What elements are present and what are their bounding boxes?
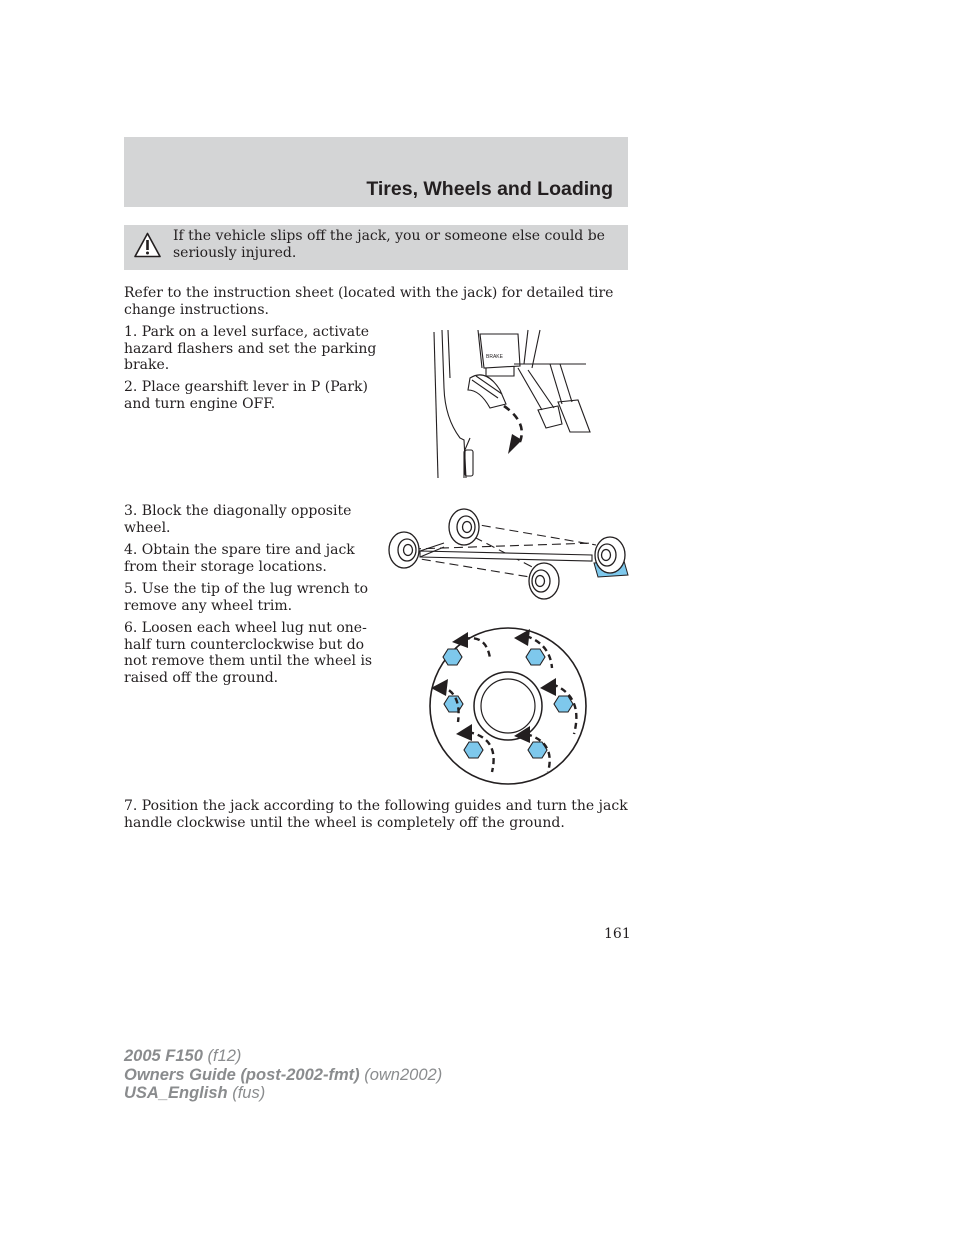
- footer-line-2: [124, 1066, 442, 1085]
- intro-paragraph: Refer to the instruction sheet (located with the jack) for detailed tire change instructions.: [124, 285, 614, 318]
- section-title: Tires, Wheels and Loading: [366, 178, 613, 200]
- footer-guide-code: (own2002): [364, 1065, 443, 1084]
- footer-model-code: (f12): [207, 1047, 242, 1065]
- step-1: 1. Park on a level surface, activate hazard flashers and set the parking brake.: [124, 324, 377, 373]
- step-5: 5. Use the tip of the lug wrench to remove any wheel trim.: [124, 581, 369, 614]
- step-7: 7. Position the jack according to the following guides and turn the jack handle clockwise until the wheel is completely off the ground.: [124, 798, 628, 831]
- arrow-down-icon: [508, 434, 522, 454]
- footer: [124, 1047, 442, 1103]
- gearshift-illustration: [430, 328, 592, 484]
- step-3: 3. Block the diagonally opposite wheel.: [124, 503, 352, 536]
- footer-model: 2005 F150: [124, 1047, 203, 1065]
- footer-guide: Owners Guide (post-2002-fmt): [124, 1065, 360, 1084]
- footer-line-1: [124, 1047, 442, 1066]
- step-4: 4. Obtain the spare tire and jack from their storage locations.: [124, 542, 355, 575]
- warning-text: If the vehicle slips off the jack, you or someone else could be seriously injured.: [173, 228, 605, 261]
- wheel-block-illustration: [384, 505, 630, 601]
- lug-nut-illustration: [428, 626, 588, 786]
- section-header: [124, 137, 628, 207]
- warning-triangle-icon: [134, 232, 161, 258]
- warning-box: [124, 225, 628, 270]
- step-6: 6. Loosen each wheel lug nut one-half turn counterclockwise but do not remove them until the wheel is raised off the ground.: [124, 620, 373, 686]
- footer-language-code: (fus): [232, 1084, 266, 1102]
- footer-language: USA_English: [124, 1084, 228, 1102]
- pedal-label: BRAKE: [486, 354, 503, 360]
- page-number: 161: [604, 926, 631, 942]
- footer-line-3: [124, 1084, 442, 1103]
- step-2: 2. Place gearshift lever in P (Park) and turn engine OFF.: [124, 379, 369, 412]
